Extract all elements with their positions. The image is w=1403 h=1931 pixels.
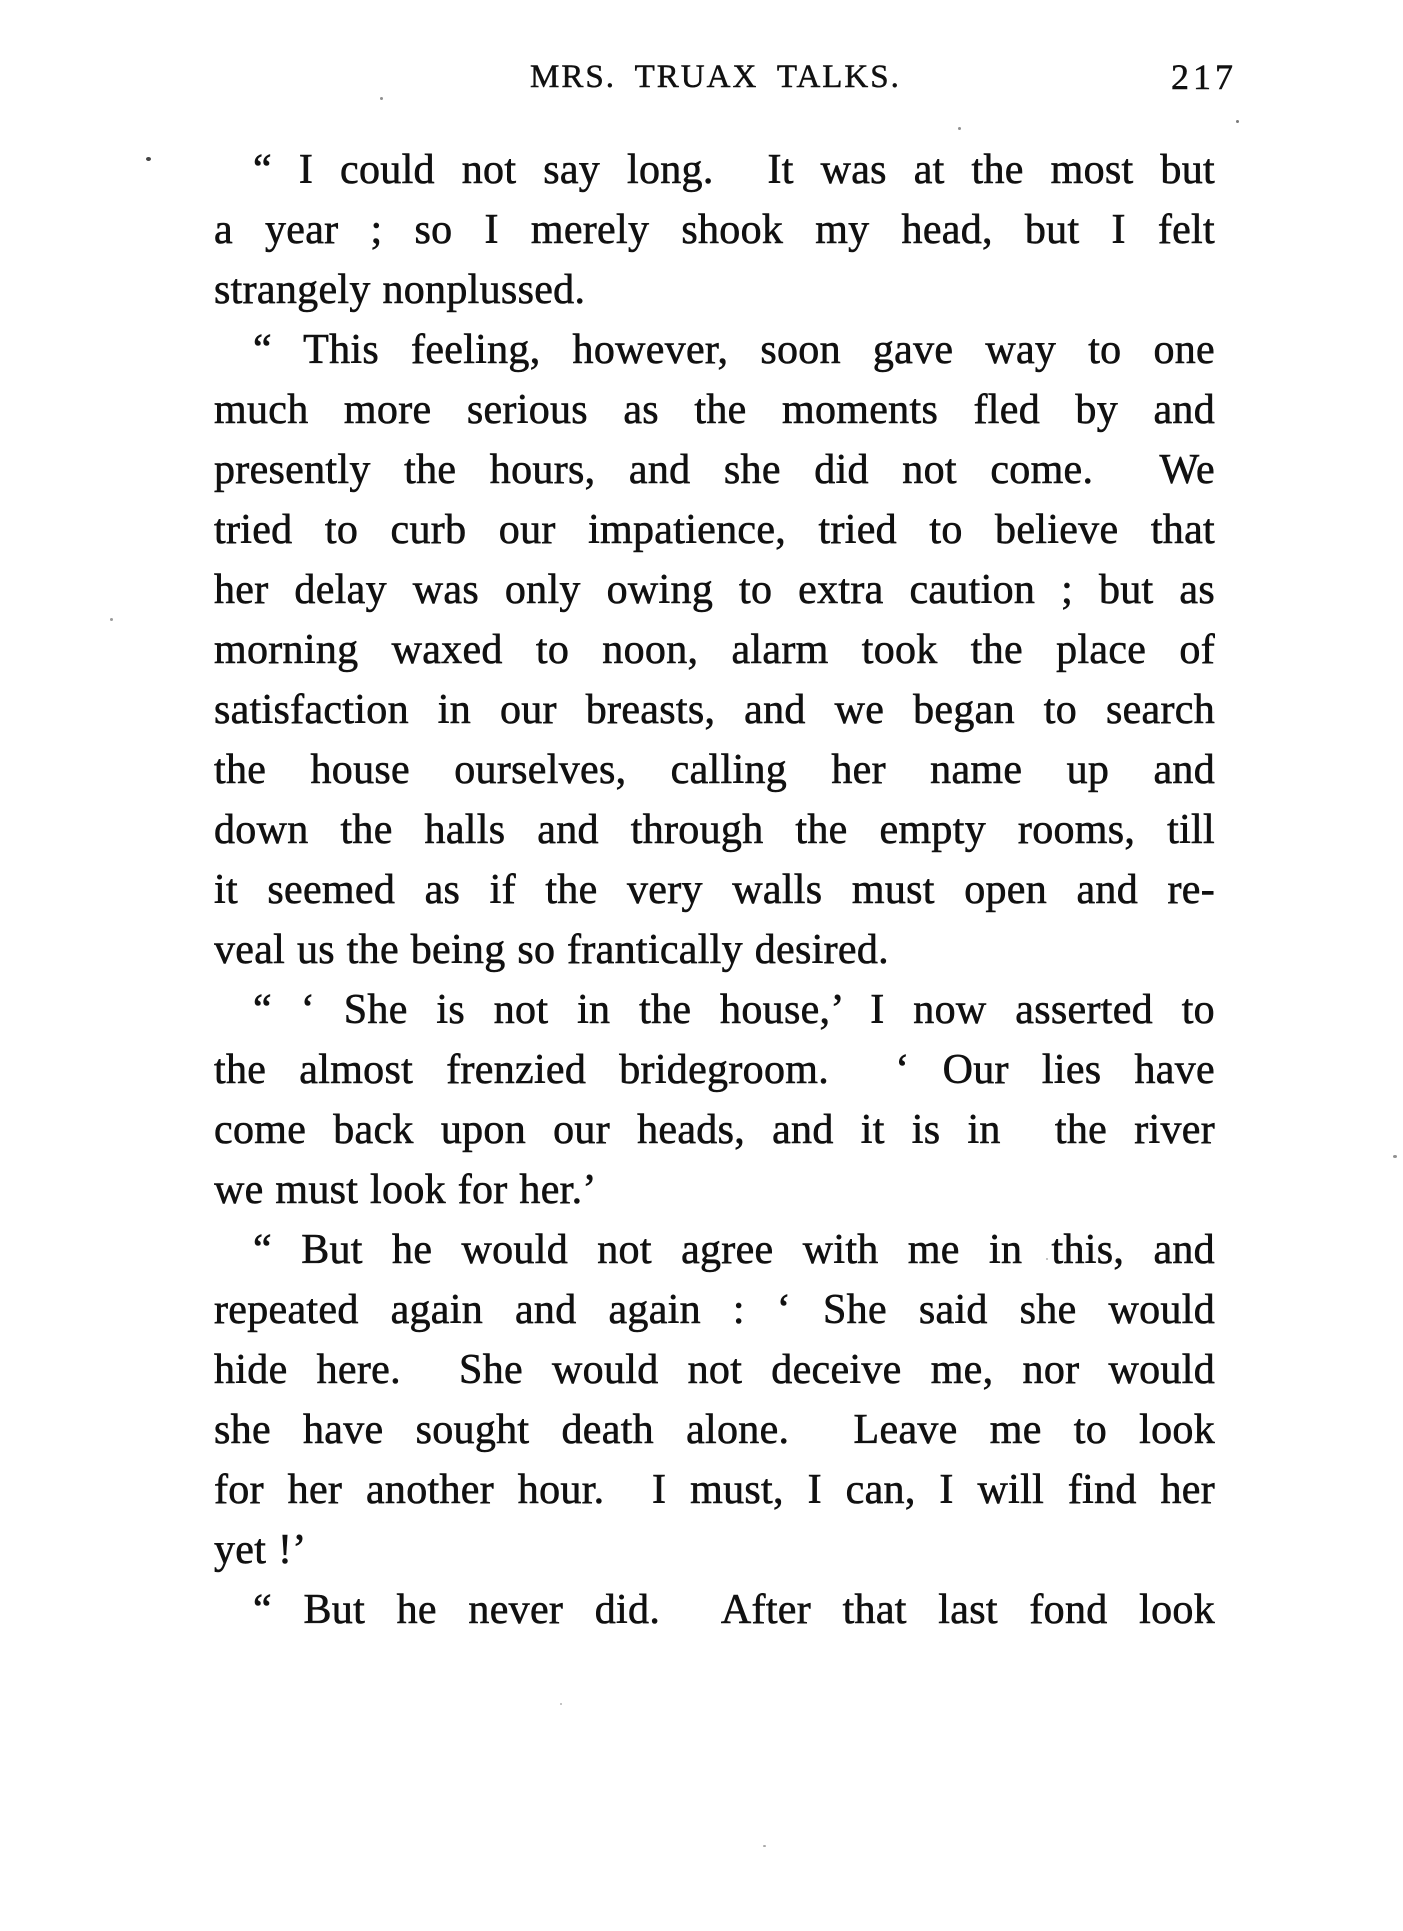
text-line: yet !’ bbox=[214, 1527, 307, 1573]
text-line: “ This feeling, however, soon gave way to one bbox=[253, 327, 1215, 373]
text-line: for her another hour. I must, I can, I will find her bbox=[214, 1467, 1215, 1513]
text-line: much more serious as the moments fled by and bbox=[214, 387, 1215, 433]
scan-speck bbox=[763, 1845, 766, 1847]
text-line: her delay was only owing to extra caution ; but as bbox=[214, 567, 1215, 613]
scan-speck bbox=[1393, 1155, 1397, 1158]
text-line: we must look for her.’ bbox=[214, 1167, 597, 1213]
scan-speck bbox=[958, 127, 961, 130]
scan-speck bbox=[380, 97, 383, 100]
scan-speck bbox=[875, 351, 877, 353]
body-text bbox=[214, 140, 1215, 1640]
scan-speck bbox=[1236, 120, 1239, 123]
scan-speck bbox=[146, 157, 151, 161]
page-number: 217 bbox=[1171, 57, 1237, 97]
text-line: morning waxed to noon, alarm took the place of bbox=[214, 627, 1215, 673]
text-line: “ But he would not agree with me in this, and bbox=[253, 1227, 1215, 1273]
running-head bbox=[0, 56, 1403, 98]
text-line: tried to curb our impatience, tried to believe that bbox=[214, 507, 1215, 553]
text-line: the house ourselves, calling her name up and bbox=[214, 747, 1215, 793]
chapter-title: MRS. TRUAX TALKS. bbox=[530, 59, 901, 95]
text-line: veal us the being so frantically desired. bbox=[214, 927, 889, 973]
text-line: down the halls and through the empty rooms, till bbox=[214, 807, 1215, 853]
scan-speck bbox=[560, 1703, 562, 1705]
text-line: the almost frenzied bridegroom. ‘ Our lies have bbox=[214, 1047, 1215, 1093]
text-line: it seemed as if the very walls must open and re- bbox=[214, 867, 1215, 913]
text-line: hide here. She would not deceive me, nor would bbox=[214, 1347, 1215, 1393]
text-line: repeated again and again : ‘ She said she would bbox=[214, 1287, 1215, 1333]
text-line: strangely nonplussed. bbox=[214, 267, 586, 313]
text-line: she have sought death alone. Leave me to look bbox=[214, 1407, 1215, 1453]
text-line: “ But he never did. After that last fond look bbox=[253, 1587, 1215, 1633]
text-line: “ I could not say long. It was at the most but bbox=[253, 147, 1215, 193]
text-line: “ ‘ She is not in the house,’ I now asserted to bbox=[253, 987, 1215, 1033]
text-line: a year ; so I merely shook my head, but I felt bbox=[214, 207, 1215, 253]
scan-speck bbox=[110, 618, 113, 621]
scan-speck bbox=[1046, 1258, 1048, 1260]
text-line: presently the hours, and she did not come. We bbox=[214, 447, 1215, 493]
text-line: come back upon our heads, and it is in the river bbox=[214, 1107, 1215, 1153]
text-line: satisfaction in our breasts, and we began to search bbox=[214, 687, 1215, 733]
